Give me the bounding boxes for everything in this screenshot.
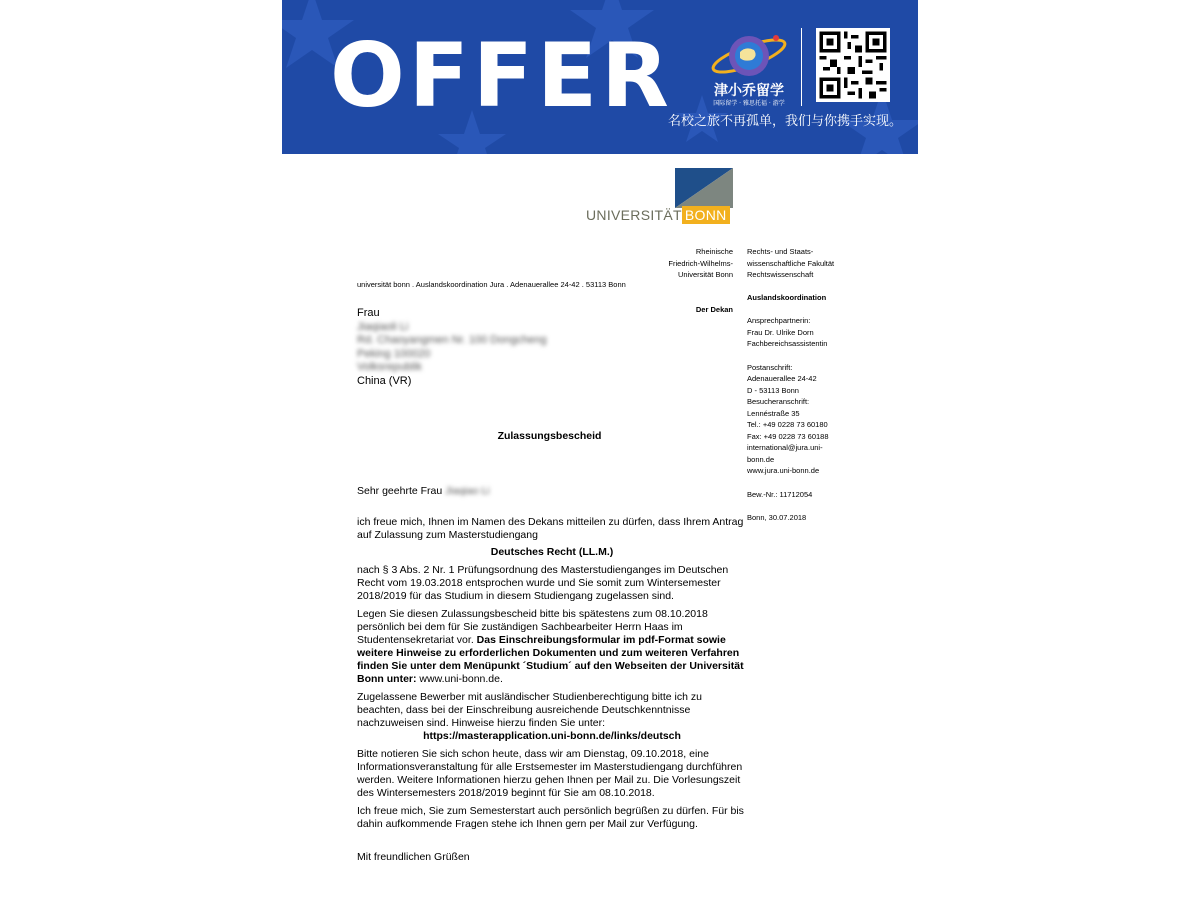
department-label: Auslandskoordination <box>747 292 827 302</box>
university-logo-text <box>586 206 730 224</box>
phone-line: Tel.: +49 0228 73 60180 <box>747 420 828 429</box>
postal-line: Besucheranschrift: <box>747 397 810 406</box>
paragraph-info-event: Bitte notieren Sie sich schon heute, dass wir am Dienstag, 09.10.2018, eine Informationsveranstaltung für alle Erstsemester im Masterstudiengang durchführen werden. Weitere Informationen hierzu gehen Ihnen per Mail zu. Die Vorlesungszeit des Wintersemesters 2018/2019 beginnt für Sie am 08.10.2018. <box>357 748 743 799</box>
website-line: www.jura.uni-bonn.de <box>747 466 820 475</box>
globe-rocket-logo-icon <box>706 26 792 88</box>
banner-divider <box>801 28 802 106</box>
offer-banner <box>282 0 918 154</box>
postal-line: Postanschrift: <box>747 362 793 372</box>
faculty-line: wissenschaftliche Fakultät <box>747 258 835 268</box>
redacted-street: Rd. Chaoyangmen Nr. 100 Dongcheng <box>357 334 547 346</box>
paragraph-admission: nach § 3 Abs. 2 Nr. 1 Prüfungsordnung des Masterstudienganges im Deutschen Recht vom 19.03.2018 entsprochen wurde und Sie somit zum Wintersemester 2018/2019 für das Studium in diesem Studiengang zugelassen sind. <box>357 564 729 602</box>
greeting-text: Sehr geehrte Frau <box>357 485 443 497</box>
brand-subtitle: 国际留学 · 雅思托福 · 游学 <box>713 100 785 107</box>
uni-website-link[interactable]: www.uni-bonn.de. <box>419 673 503 685</box>
fax-line: Fax: +49 0228 73 60188 <box>747 431 829 441</box>
contact-line: Ansprechpartnerin: <box>747 316 811 325</box>
brand-name: 津小乔留学 <box>714 83 784 99</box>
university-name-line: Universität Bonn <box>677 270 733 279</box>
postal-line: Lennéstraße 35 <box>747 408 800 418</box>
program-name: Deutsches Recht (LL.M.) <box>490 546 614 558</box>
closing: Mit freundlichen Grüßen <box>357 851 470 863</box>
sender-address-line: universität bonn . Auslandskoordination Jura . Adenauerallee 24-42 . 53113 Bonn <box>357 280 626 289</box>
qr-code-icon <box>816 28 890 102</box>
paragraph-intro: ich freue mich, Ihnen im Namen des Dekans mitteilen zu dürfen, dass Ihrem Antrag auf Zulassung zum Masterstudiengang <box>357 516 744 541</box>
faculty-line: Rechts- und Staats- <box>747 247 814 256</box>
logo-text-universitaet: UNIVERSITÄT <box>586 207 682 223</box>
enrollment-text: Legen Sie diesen Zulassungsbescheid bitte bis spätestens zum 08.10.2018 persönlich bei dem für Sie zuständigen Sachbearbeiter Herrn Haas im Studentensekretariat vor. <box>357 608 708 646</box>
email-line: bonn.de <box>747 454 775 464</box>
language-info-link[interactable]: https://masterapplication.uni-bonn.de/links/deutsch <box>423 730 681 742</box>
redacted-recipient-name: Jiaqiaoli Li <box>357 320 409 333</box>
letter-subject: Zulassungsbescheid <box>497 430 602 442</box>
postal-line: Adenauerallee 24-42 <box>747 374 817 383</box>
letter-body <box>357 516 747 864</box>
contact-line: Frau Dr. Ulrike Dorn <box>747 327 814 337</box>
university-logo-mark-icon <box>675 168 733 208</box>
recipient-address <box>357 307 547 388</box>
faculty-line: Rechtswissenschaft <box>747 270 814 279</box>
university-name-block <box>668 246 733 315</box>
banner-tagline: 名校之旅不再孤单，我们与你携手实现。 <box>667 114 902 129</box>
email-line: international@jura.uni- <box>747 443 823 452</box>
university-name-line: Friedrich-Wilhelms- <box>668 258 733 268</box>
redacted-region: Volksrepublik <box>357 361 422 373</box>
recipient-country: China (VR) <box>357 374 412 387</box>
application-number: Bew.-Nr.: 11712054 <box>747 489 813 499</box>
redacted-greeting-name: Jiaqiao Li <box>445 485 490 497</box>
logo-text-bonn: BONN <box>682 206 730 224</box>
redacted-city: Peking 100020 <box>357 347 431 360</box>
paragraph-enrollment <box>357 608 747 686</box>
contact-line: Fachbereichsassistentin <box>747 339 828 348</box>
offer-title: OFFER <box>330 24 673 127</box>
dean-label: Der Dekan <box>695 304 733 314</box>
letter-date: Bonn, 30.07.2018 <box>747 513 807 522</box>
admission-letter <box>0 154 1200 900</box>
paragraph-welcome: Ich freue mich, Sie zum Semesterstart auch persönlich begrüßen zu dürfen. Für bis dahin aufkommende Fragen stehe ich Ihnen gern per Mail zur Verfügung. <box>357 805 744 830</box>
greeting <box>357 485 747 498</box>
enrollment-form-note: Das Einschreibungsformular im pdf-Format sowie weitere Hinweise zu erforderlichen Dokumenten und zum weiteren Verfahren finden Sie unter dem Menüpunkt ´Studium´ auf den Webseiten der Universität Bonn unter: <box>357 634 744 685</box>
faculty-info-column <box>747 246 834 524</box>
postal-line: D - 53113 Bonn <box>747 385 799 395</box>
recipient-salutation: Frau <box>357 307 380 319</box>
paragraph-language: Zugelassene Bewerber mit ausländischer Studienberechtigung bitte ich zu beachten, dass bei der Einschreibung ausreichende Deutschkenntnisse nachzuweisen sind. Hinweise hierzu finden Sie unter: <box>357 691 702 729</box>
university-name-line: Rheinische <box>695 247 733 256</box>
